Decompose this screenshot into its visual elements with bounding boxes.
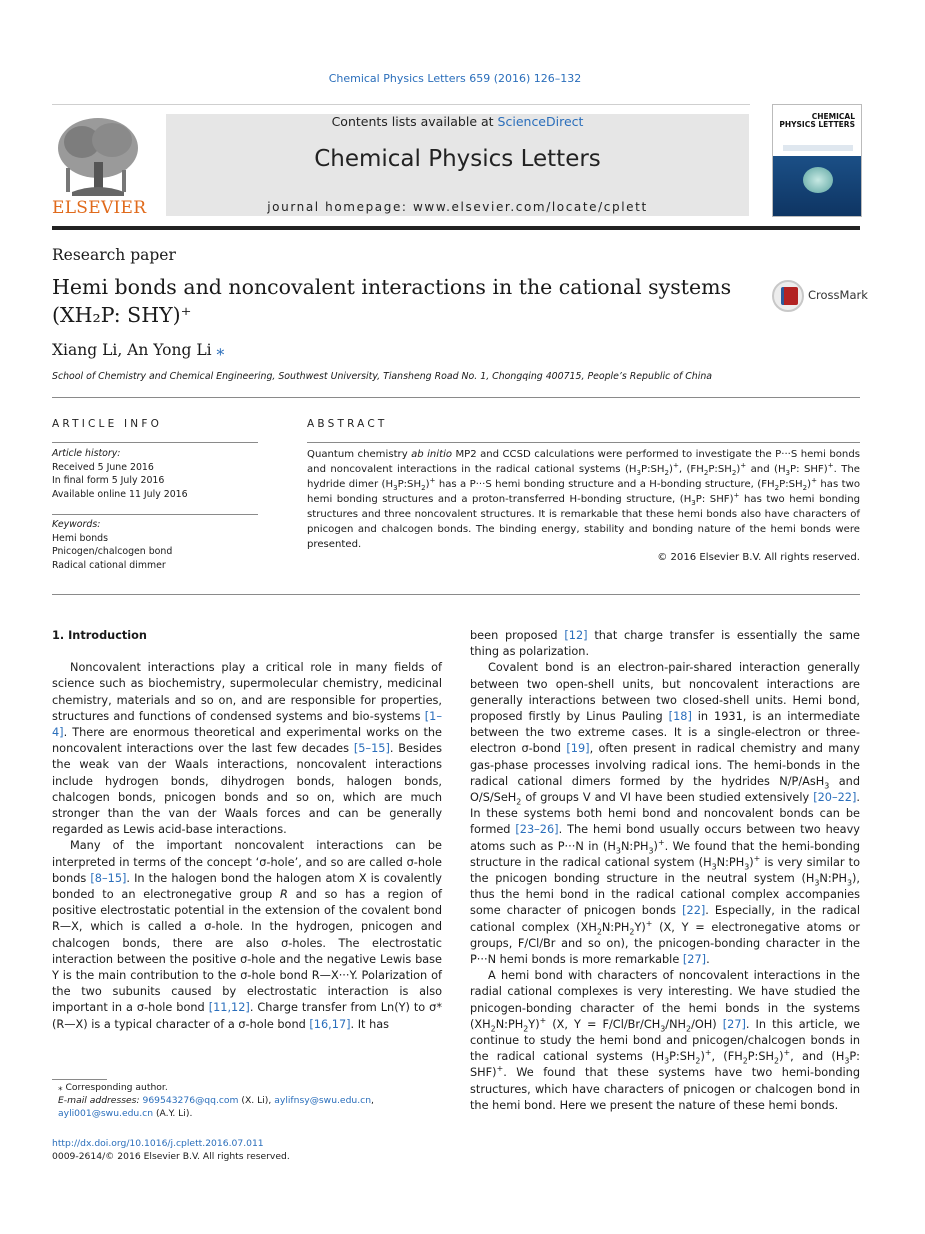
article-info-rule (52, 442, 258, 443)
issn-copyright: 0009-2614/© 2016 Elsevier B.V. All rights reserved. (52, 1151, 290, 1162)
citation-link[interactable]: [5–15] (353, 742, 390, 756)
citation-link[interactable]: [20–22] (813, 791, 857, 805)
journal-title: Chemical Physics Letters (314, 146, 601, 172)
doi-link[interactable]: http://dx.doi.org/10.1016/j.cplett.2016.07.011 (52, 1138, 264, 1149)
abstract-bottom-rule (52, 594, 860, 595)
email-owner: (X. Li), (238, 1095, 275, 1106)
paragraph: Noncovalent interactions play a critical role in many fields of science such as biochemistry, supermolecular chemistry, medicinal chemistry, materials and so on, and are responsible for properties, structures and functions of condensed systems and bio-systems [1–4]. There are enormous theoretical and experimental works on the noncovalent interactions over the last few decades [5–15]. Besides the weak van der Waals interactions, noncovalent interactions include hydrogen bonds, dihydrogen bonds, halogen bonds, chalcogen bonds, pnicogen bonds and so on, which are much stronger than the van der Waals forces and can be generally regarded as Lewis acid-base interactions. (52, 661, 442, 837)
keywords-label: Keywords: (52, 519, 101, 530)
article-history (52, 447, 258, 501)
article-info-heading: ARTICLE INFO (52, 418, 163, 430)
crossmark-icon (772, 280, 804, 312)
sciencedirect-link[interactable]: ScienceDirect (497, 114, 584, 129)
abstract-text: Quantum chemistry ab initio MP2 and CCSD calculations were performed to investigate the P···S hemi bonds and noncovalent interactions in the radical cational systems $(H_3P:SH_2)^+$, $(FH_2P:SH_2)^+$ and ($H_3P$: SHF)+. The hydride dimer $(H_3P:SH_2)^+$ has a P···S hemi bonding structure and a H-bonding structure, $(FH_2P:SH_2)^+$ has two hemi bonding structures and a proton-transferred H-bonding structure, ($H_3P$: SHF)+ has two hemi bonding structures and three noncovalent structures. It is remarkable that these hemi bonds also have characters of pnicogen and chalcogen bonds. The binding energy, stability and bonding nature of the hemi bonds were presented. (307, 449, 860, 550)
email-link[interactable]: 969543276@qq.com (142, 1095, 239, 1106)
footnote-rule (52, 1079, 107, 1080)
history-label: Article history: (52, 448, 121, 459)
email-link[interactable]: ayli001@swu.edu.cn (58, 1108, 154, 1119)
cover-tagline (783, 145, 853, 151)
citation-link[interactable]: [8–15] (90, 871, 127, 885)
journal-homepage (166, 200, 749, 214)
email-owner: (A.Y. Li). (153, 1108, 193, 1119)
paragraph: Many of the important noncovalent interactions can be interpreted in terms of the concept ‘σ-hole’, and so are called σ-hole bonds [8–15]. In the halogen bond the halogen atom X is covalently bonded to an electronegative group R and so has a region of positive electrostatic potential in the extension of the covalent bond R—X, which is called a σ-hole. In the hydrogen, pnicogen and chalcogen bonds, there are also σ-holes. The electrostatic interaction between the positive σ-hole and the negative Lewis base Y is the main contribution to the σ-hole bond R—X···Y. Polarization of the two subunits caused by electrostatic interaction is also important in a σ-hole bond [11,12]. Charge transfer from Ln(Y) to σ*(R—X) is a typical character of a σ-hole bond [16,17]. It has (52, 839, 442, 1031)
abstract-copyright: © 2016 Elsevier B.V. All rights reserved. (657, 552, 860, 563)
doi-block (52, 1137, 290, 1163)
citation-link[interactable]: [19] (566, 742, 590, 756)
paragraph: Covalent bond is an electron-pair-shared interaction generally between two open-shell units, but noncovalent interactions are generally interactions between two closed-shell units. Hemi bond, proposed firstly by Linus Pauling [18] in 1931, is an intermediate between the two extreme cases. It is a single-electron or three-electron σ-bond [19], often present in radical chemistry and many gas-phase processes involving radical ions. The hemi-bonds in the radical cational dimers formed by the hydrides N/P/AsH$_3$ and O/S/SeH$_2$ of groups V and VI have been studied extensively [20–22]. In these systems both hemi bond and noncovalent bonds can be formed [23–26]. The hemi bond usually occurs between two heavy atoms such as P···N in $(H_3N:PH_3)^+$. We found that the hemi-bonding structure in the radical cational system $(H_3N:PH_3)^+$ is very similar to the pnicogen bonding structure in the neutral system $(H_3N:PH_3)$, thus the hemi bond in the radical cational complex accompanies some character of pnicogen bonds [22]. Especially, in the radical cational complex $(XH_2N:PH_2Y)^+$ (X, Y = electronegative atoms or groups, F/Cl/Br and so on), the pnicogen-bonding character in the P···N hemi bonds is more remarkable [27]. (470, 661, 860, 967)
title-block-rule (52, 397, 860, 398)
crossmark-label: CrossMark (808, 288, 868, 302)
abstract-heading: ABSTRACT (307, 418, 388, 430)
citation-link[interactable]: [18] (668, 710, 692, 724)
citation-link[interactable]: [27] (682, 953, 707, 967)
keyword-item: Hemi bonds (52, 532, 108, 544)
citation-link[interactable]: [27] (722, 1017, 746, 1031)
author-affiliation: School of Chemistry and Chemical Engineering, Southwest University, Tiansheng Road No. 1, Chongqing 400715, People’s Republic of China (52, 371, 713, 382)
corresponding-author-mark[interactable]: ⁎ (216, 341, 225, 359)
keywords-block (52, 518, 258, 572)
citation-link[interactable]: [11,12] (208, 1001, 250, 1015)
author-list (52, 341, 224, 359)
citation-link[interactable]: [16,17] (309, 1017, 351, 1031)
elsevier-wordmark: ELSEVIER (52, 198, 147, 218)
header-rule (52, 104, 750, 105)
homepage-link[interactable]: www.elsevier.com/locate/cplett (413, 200, 648, 214)
history-final-form: In final form 5 July 2016 (52, 475, 165, 486)
journal-cover-thumbnail[interactable] (772, 104, 862, 217)
citation-link[interactable]: [23–26] (515, 823, 559, 837)
article-title: Hemi bonds and noncovalent interactions in the cational systems (XH₂P: SHY)⁺ (52, 275, 732, 327)
crossmark-badge[interactable] (772, 280, 884, 312)
citation-link[interactable]: [12] (564, 629, 588, 642)
keywords-rule (52, 514, 258, 515)
abstract-rule (307, 442, 860, 443)
keyword-item: Radical cational dimmer (52, 559, 166, 571)
email-addresses (52, 1094, 444, 1120)
history-received: Received 5 June 2016 (52, 461, 154, 473)
keyword-item: Pnicogen/chalcogen bond (52, 546, 173, 557)
cover-illustration (803, 167, 833, 193)
header-thick-rule (52, 226, 860, 230)
corresponding-author-footnote (52, 1081, 444, 1120)
email-label: E-mail addresses: (58, 1095, 143, 1106)
contents-availability (166, 114, 749, 129)
body-left-column (52, 628, 442, 1033)
journal-banner (166, 114, 749, 216)
citation-link[interactable]: [1–4] (52, 709, 442, 740)
email-link[interactable]: aylifnsy@swu.edu.cn (274, 1095, 372, 1106)
corresponding-author-note: ⁎ Corresponding author. (58, 1082, 168, 1093)
author-names[interactable]: Xiang Li, An Yong Li (52, 341, 212, 359)
history-online: Available online 11 July 2016 (52, 488, 188, 500)
article-type: Research paper (52, 246, 176, 264)
paragraph: been proposed [12] that charge transfer is essentially the same thing as polarization. (470, 629, 861, 659)
citation-link[interactable]: [22] (682, 904, 706, 918)
contents-prefix: Contents lists available at (331, 114, 498, 129)
cover-title: CHEMICAL PHYSICS LETTERS (779, 112, 855, 129)
email-separator: , (371, 1095, 374, 1106)
body-right-column (470, 628, 860, 1114)
paragraph: A hemi bond with characters of noncovalent interactions in the radial cational complexes is very interesting. We have studied the pnicogen-bonding character of the hemi bonds in the systems $(XH_2N:PH_2Y)^+$ (X, $Y = F/Cl/Br/CH_3/NH_2/OH$) [27]. In this article, we continue to study the hemi bond and pnicogen/chalcogen bonds in the radical cational systems $(H_3P:SH_2)^+$, $(FH_2P:SH_2)^+$, and ($H_3P$: SHF)+. We found that these systems have two hemi-bonding structures, which have characters of pnicogen or chalcogen bond in the hemi bond. Here we present the nature of these hemi bonds. (470, 969, 861, 1112)
homepage-prefix: journal homepage: (267, 200, 413, 214)
section-heading-introduction: 1. Introduction (52, 629, 147, 642)
journal-reference[interactable]: Chemical Physics Letters 659 (2016) 126–132 (328, 72, 582, 85)
